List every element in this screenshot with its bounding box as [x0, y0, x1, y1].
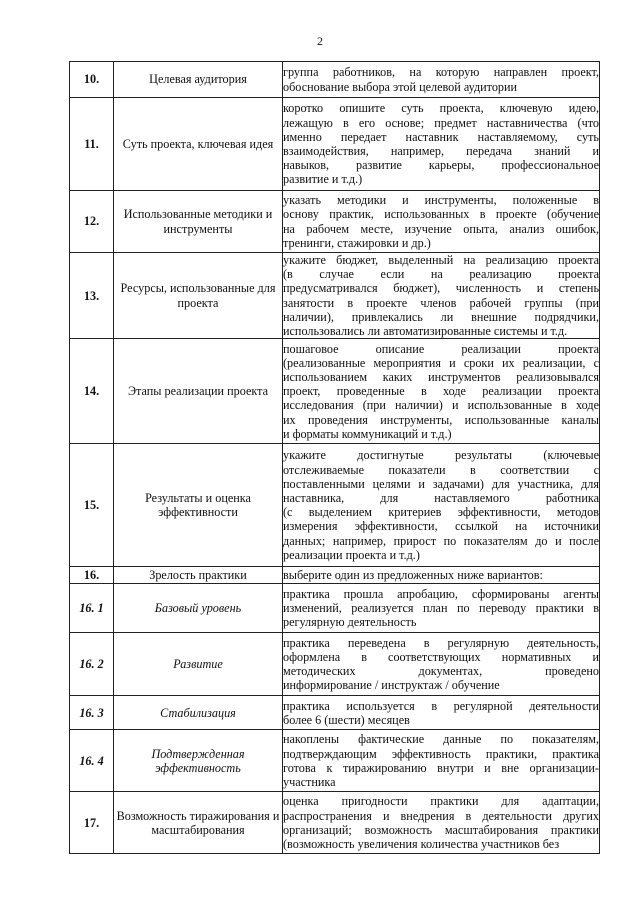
- row-number: 16. 3: [70, 696, 114, 730]
- description-line: участника: [283, 774, 336, 789]
- description-line: проект, проведенные в ходе реализации проекта: [283, 384, 599, 399]
- description-line: обоснование выбора этой целевой аудитории: [283, 79, 518, 94]
- row-number: 10.: [70, 62, 114, 98]
- description-line: выберите один из предложенных ниже вариантов:: [283, 568, 543, 583]
- description-line: методических документах, проведено: [283, 664, 599, 679]
- row-number: 17.: [70, 792, 114, 854]
- table-row: [70, 62, 600, 98]
- description-line: организаций; возможность масштабирования практики: [283, 822, 599, 837]
- row-title: Стабилизация: [114, 696, 283, 730]
- description-line: данных; например, прирост по показателям до и после: [283, 533, 599, 548]
- description-line: (с выделением критериев эффективности, методов: [283, 505, 599, 520]
- row-description: [283, 730, 600, 792]
- table-row: [70, 253, 600, 339]
- table-row: [70, 792, 600, 854]
- table-row: [70, 584, 600, 633]
- row-description: [283, 633, 600, 696]
- row-description: [283, 253, 600, 339]
- row-description: [283, 98, 600, 191]
- description-line: именно передает наставник наставляемому, суть: [283, 129, 599, 144]
- description-line: развитие и т.д.): [283, 172, 363, 187]
- description-line: пошаговое описание реализации проекта: [283, 341, 599, 356]
- description-line: изменений, реализуется план по переводу практики в: [283, 601, 599, 616]
- description-line: группа работников, на которую направлен проект,: [283, 65, 599, 80]
- description-line: практика переведена в регулярную деятельность,: [283, 635, 599, 650]
- row-title: Базовый уровень: [114, 584, 283, 633]
- table-row: [70, 191, 600, 253]
- table-row: [70, 567, 600, 584]
- row-title: Суть проекта, ключевая идея: [114, 98, 283, 191]
- description-line: поставленными целями и задачами) для участника, для: [283, 476, 599, 491]
- row-number: 16. 4: [70, 730, 114, 792]
- row-title: Ресурсы, использованные для проекта: [114, 253, 283, 339]
- description-line: реализации проекта и т.д.): [283, 547, 420, 562]
- description-line: оценка пригодности практики для адаптации,: [283, 794, 599, 809]
- row-title: Развитие: [114, 633, 283, 696]
- row-number: 13.: [70, 253, 114, 339]
- row-title: Зрелость практики: [114, 567, 283, 584]
- row-description: [283, 567, 600, 584]
- row-title: Использованные методики и инструменты: [114, 191, 283, 253]
- description-line: оформлена в соответствующих нормативных и: [283, 650, 599, 665]
- description-line: (в случае если на реализацию проекта: [283, 267, 599, 282]
- row-title: Целевая аудитория: [114, 62, 283, 98]
- description-line: взаимодействия, например, передача знаний и: [283, 144, 599, 158]
- description-line: их проведения инструменты, использованные каналы: [283, 412, 599, 427]
- description-line: навыков, развитие карьеры, профессиональное: [283, 158, 599, 173]
- description-line: тренинги, стажировки и др.): [283, 235, 431, 250]
- project-form-table: [69, 61, 600, 854]
- description-line: укажите достигнутые результаты (ключевые: [283, 448, 599, 463]
- description-line: практика используется в регулярной деятельности: [283, 698, 599, 713]
- row-description: [283, 444, 600, 567]
- table-row: [70, 444, 600, 567]
- table-row: [70, 696, 600, 730]
- table-row: [70, 633, 600, 696]
- row-description: [283, 584, 600, 633]
- description-line: предусматривался бюджет), численность и степень: [283, 281, 599, 296]
- description-line: основу практик, использованных в проекте (обучение: [283, 207, 599, 222]
- row-title: Результаты и оценка эффективности: [114, 444, 283, 567]
- description-line: наставника, для наставляемого работника: [283, 491, 599, 506]
- table-row: [70, 98, 600, 191]
- row-description: [283, 696, 600, 730]
- row-number: 12.: [70, 191, 114, 253]
- description-line: подтверждающим эффективность практики, практика: [283, 746, 599, 761]
- description-line: (возможность увеличения количества участников без: [283, 836, 560, 851]
- description-line: лежащую в его основе; предмет наставничества (что: [283, 115, 599, 130]
- description-line: (реализованные мероприятия и сроки их реализации, с: [283, 355, 599, 370]
- description-line: укажите бюджет, выделенный на реализацию проекта: [283, 253, 599, 267]
- row-description: [283, 62, 600, 98]
- description-line: распространения и внедрения в деятельности других: [283, 808, 599, 823]
- description-line: более 6 (шести) месяцев: [283, 712, 410, 727]
- description-line: использованием каких инструментов реализовывался: [283, 369, 599, 384]
- description-line: измерения эффективности, ссылкой на источники: [283, 519, 599, 534]
- table-row: [70, 339, 600, 444]
- row-title: Этапы реализации проекта: [114, 339, 283, 444]
- description-line: и форматы коммуникаций и т.д.): [283, 426, 452, 441]
- row-description: [283, 339, 600, 444]
- row-title: Возможность тиражирования и масштабирования: [114, 792, 283, 854]
- description-line: коротко опишите суть проекта, ключевую идею,: [283, 101, 599, 116]
- description-line: на рабочем месте, изучение опыта, анализ ошибок,: [283, 221, 599, 236]
- description-line: занятости в проекте членов рабочей группы (при: [283, 295, 599, 310]
- description-line: использовались ли автоматизированные системы и т.д.: [283, 324, 568, 339]
- table-row: [70, 730, 600, 792]
- description-line: регулярную деятельность: [283, 615, 417, 630]
- description-line: исследования (при наличии) и использованные в ходе: [283, 398, 599, 413]
- row-description: [283, 792, 600, 854]
- row-number: 14.: [70, 339, 114, 444]
- description-line: указать методики и инструменты, положенные в: [283, 193, 599, 208]
- description-line: готова к тиражированию внутри и вне организации-: [283, 760, 599, 775]
- row-number: 15.: [70, 444, 114, 567]
- row-number: 16.: [70, 567, 114, 584]
- page-number: 2: [317, 34, 323, 48]
- description-line: наличии), привлекались ли внешние подрядчики,: [283, 309, 599, 324]
- description-line: практика прошла апробацию, сформированы агенты: [283, 586, 599, 601]
- row-description: [283, 191, 600, 253]
- description-line: накоплены фактические данные по показателям,: [283, 732, 599, 747]
- row-number: 16. 1: [70, 584, 114, 633]
- row-number: 16. 2: [70, 633, 114, 696]
- row-number: 11.: [70, 98, 114, 191]
- row-title: Подтвержденная эффективность: [114, 730, 283, 792]
- description-line: информирование / инструктаж / обучение: [283, 678, 500, 693]
- description-line: отслеживаемые показатели в соответствии с: [283, 462, 599, 477]
